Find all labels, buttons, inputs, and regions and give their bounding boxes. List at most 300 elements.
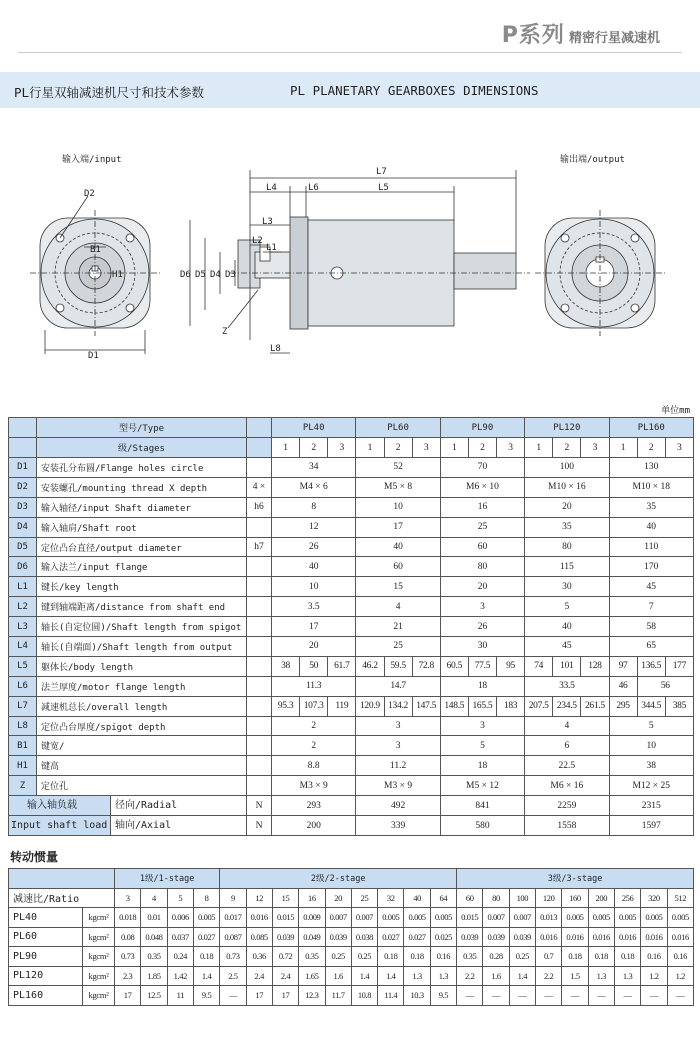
dimension-value: 8.8 xyxy=(272,756,356,776)
dimension-value: 16 xyxy=(440,497,524,517)
inertia-header-ratios xyxy=(9,888,694,908)
dimension-value: 25 xyxy=(356,637,440,657)
inertia-value: 11.4 xyxy=(378,986,404,1006)
label-D6: D6 xyxy=(180,270,191,280)
inertia-value: 1.3 xyxy=(404,966,430,986)
inertia-value: 0.35 xyxy=(299,947,325,967)
inertia-value: 0.007 xyxy=(351,908,377,928)
dimension-value: 52 xyxy=(356,458,440,478)
inertia-value: 2.5 xyxy=(220,966,246,986)
header-model: PL40 xyxy=(272,418,356,438)
page-header xyxy=(0,0,700,60)
dimension-unit xyxy=(247,696,272,716)
inertia-value: 10.3 xyxy=(404,986,430,1006)
inertia-model: PL40 xyxy=(9,908,83,928)
inertia-value: — xyxy=(483,986,509,1006)
dimension-value: 56 xyxy=(637,676,693,696)
table-row xyxy=(9,497,694,517)
dimension-code: H1 xyxy=(9,756,37,776)
dimension-value: 14.7 xyxy=(356,676,440,696)
dimension-unit xyxy=(247,577,272,597)
header-rule xyxy=(18,52,682,53)
inertia-value: 17 xyxy=(246,986,272,1006)
dimension-code: L6 xyxy=(9,676,37,696)
ratio-value: 20 xyxy=(325,888,351,908)
inertia-value: 0.005 xyxy=(193,908,219,928)
inertia-value: 0.005 xyxy=(667,908,693,928)
load-label-en: Input shaft load xyxy=(9,816,111,835)
dimension-unit xyxy=(247,597,272,617)
load-unit: N xyxy=(247,796,272,816)
dimension-value: 134.2 xyxy=(384,696,412,716)
dimension-description: 轴长(自定位圆)/Shaft length from spigot xyxy=(37,617,247,637)
label-L8: L8 xyxy=(270,344,281,354)
table-row xyxy=(9,736,694,756)
inertia-value: 1.3 xyxy=(614,966,640,986)
dimension-value: 20 xyxy=(440,577,524,597)
inertia-value: — xyxy=(667,986,693,1006)
dimension-value: 2 xyxy=(272,736,356,756)
header-blank xyxy=(9,418,37,438)
dimension-value: 165.5 xyxy=(468,696,496,716)
dimension-value: 10 xyxy=(356,497,440,517)
ratio-value: 12 xyxy=(246,888,272,908)
stage-number: 2 xyxy=(553,438,581,458)
dimension-value: 7 xyxy=(609,597,694,617)
dimension-value: 60 xyxy=(440,537,524,557)
inertia-value: 0.037 xyxy=(167,927,193,947)
inertia-value: 1.4 xyxy=(509,966,535,986)
dimension-value: M3 × 9 xyxy=(272,776,356,796)
dimension-value: 101 xyxy=(553,656,581,676)
dimension-code: Z xyxy=(9,776,37,796)
dimension-description: 输入轴肩/Shaft root xyxy=(37,517,247,537)
dimension-value: 59.5 xyxy=(384,656,412,676)
dimension-description: 键高 xyxy=(37,756,247,776)
table-row xyxy=(9,537,694,557)
inertia-value: 1.4 xyxy=(351,966,377,986)
dimension-value: M5 × 12 xyxy=(440,776,524,796)
inertia-value: — xyxy=(220,986,246,1006)
dimension-value: 4 xyxy=(525,716,609,736)
dimension-description: 轴长(自端面)/Shaft length from output xyxy=(37,637,247,657)
title-bar xyxy=(0,72,700,108)
label-D4: D4 xyxy=(210,270,221,280)
dimension-value: 17 xyxy=(272,617,356,637)
load-label-group-axial xyxy=(9,816,247,836)
inertia-value: 12.5 xyxy=(141,986,167,1006)
load-label-group-radial xyxy=(9,796,247,816)
inertia-value: 1.3 xyxy=(588,966,614,986)
dimension-value: 20 xyxy=(525,497,609,517)
ratio-value: 5 xyxy=(167,888,193,908)
dimension-value: 65 xyxy=(609,637,694,657)
title-cn: PL行星双轴减速机尺寸和技术参数 xyxy=(14,85,205,100)
inertia-value: 1.4 xyxy=(378,966,404,986)
ratio-value: 120 xyxy=(536,888,562,908)
dimension-value: 60.5 xyxy=(440,656,468,676)
dimension-value: 10 xyxy=(609,736,694,756)
inertia-value: 0.73 xyxy=(115,947,141,967)
dimension-value: 170 xyxy=(609,557,694,577)
inertia-value: 0.18 xyxy=(588,947,614,967)
dimension-unit xyxy=(247,676,272,696)
inertia-value: 0.35 xyxy=(457,947,483,967)
dimension-value: 110 xyxy=(609,537,694,557)
inertia-value: 0.018 xyxy=(115,908,141,928)
inertia-value: — xyxy=(509,986,535,1006)
inertia-model: PL120 xyxy=(9,966,83,986)
inertia-value: 0.039 xyxy=(272,927,298,947)
dimension-value: 38 xyxy=(609,756,694,776)
inertia-value: 0.016 xyxy=(246,908,272,928)
inertia-value: 0.039 xyxy=(325,927,351,947)
dimension-value: 136.5 xyxy=(637,656,665,676)
inertia-value: 9.5 xyxy=(430,986,456,1006)
stage-number: 3 xyxy=(581,438,609,458)
ratio-value: 320 xyxy=(641,888,667,908)
dimension-value: 80 xyxy=(440,557,524,577)
inertia-value: 2.3 xyxy=(115,966,141,986)
ratio-value: 15 xyxy=(272,888,298,908)
inertia-value: 1.2 xyxy=(667,966,693,986)
dimension-code: L3 xyxy=(9,617,37,637)
dimension-description: 键长/key length xyxy=(37,577,247,597)
dimension-unit xyxy=(247,557,272,577)
dimension-value: M12 × 25 xyxy=(609,776,694,796)
dimension-value: 77.5 xyxy=(468,656,496,676)
ratio-value: 40 xyxy=(404,888,430,908)
inertia-value: 17 xyxy=(115,986,141,1006)
inertia-value: 0.039 xyxy=(509,927,535,947)
stage-group-header: 1级/1-stage xyxy=(115,869,220,889)
series-subtitle: 精密行星减速机 xyxy=(568,31,660,46)
dimension-unit: h7 xyxy=(247,537,272,557)
inertia-value: 1.6 xyxy=(483,966,509,986)
dimension-value: 80 xyxy=(525,537,609,557)
ratio-value: 80 xyxy=(483,888,509,908)
dimension-value: 26 xyxy=(440,617,524,637)
ratio-value: 9 xyxy=(220,888,246,908)
inertia-value: 0.039 xyxy=(483,927,509,947)
label-L4: L4 xyxy=(266,183,277,193)
inertia-value: 0.015 xyxy=(457,908,483,928)
header-blank xyxy=(247,418,272,438)
inertia-value: 0.007 xyxy=(509,908,535,928)
table-row xyxy=(9,477,694,497)
inertia-value: 10.8 xyxy=(351,986,377,1006)
inertia-value: 0.16 xyxy=(641,947,667,967)
inertia-value: 0.016 xyxy=(667,927,693,947)
dimension-unit: 4 × xyxy=(247,477,272,497)
inertia-value: 0.005 xyxy=(588,908,614,928)
dimension-value: 207.5 xyxy=(525,696,553,716)
inertia-value: 0.039 xyxy=(457,927,483,947)
table-row xyxy=(9,966,694,986)
inertia-value: 1.42 xyxy=(167,966,193,986)
dimension-value: 11.3 xyxy=(272,676,356,696)
load-value: 492 xyxy=(356,796,440,816)
dimension-value: 46 xyxy=(609,676,637,696)
header-model: PL120 xyxy=(525,418,609,438)
inertia-value: 0.005 xyxy=(430,908,456,928)
dimension-value: 38 xyxy=(272,656,300,676)
stage-group-header: 2级/2-stage xyxy=(220,869,457,889)
table-row xyxy=(9,696,694,716)
load-label-cn: 输入轴负载 xyxy=(9,796,111,815)
dimension-value: 74 xyxy=(525,656,553,676)
dimension-description: 定位凸台厚度/spigot depth xyxy=(37,716,247,736)
inertia-value: 0.016 xyxy=(588,927,614,947)
inertia-value: 2.2 xyxy=(457,966,483,986)
ratio-label: 减速比/Ratio xyxy=(9,888,115,908)
dimension-value: 3 xyxy=(440,597,524,617)
dimension-unit xyxy=(247,617,272,637)
input-end-view xyxy=(30,196,160,354)
inertia-value: — xyxy=(641,986,667,1006)
inertia-value: 0.01 xyxy=(141,908,167,928)
inertia-value: 0.005 xyxy=(641,908,667,928)
dimension-value: 40 xyxy=(525,617,609,637)
dimension-value: M10 × 18 xyxy=(609,477,694,497)
dimension-description: 安装螺孔/mounting thread X depth xyxy=(37,477,247,497)
inertia-unit: kgcm² xyxy=(83,947,115,967)
dimension-value: 30 xyxy=(525,577,609,597)
label-L1: L1 xyxy=(266,243,277,253)
dimension-value: 40 xyxy=(272,557,356,577)
stage-number: 2 xyxy=(300,438,328,458)
input-end-label: 输入端/input xyxy=(62,155,122,165)
dimension-value: M5 × 8 xyxy=(356,477,440,497)
inertia-value: 1.65 xyxy=(299,966,325,986)
table-row xyxy=(9,617,694,637)
dimension-code: L4 xyxy=(9,637,37,657)
load-value: 200 xyxy=(272,816,356,836)
dimension-code: L5 xyxy=(9,656,37,676)
ratio-value: 100 xyxy=(509,888,535,908)
table-row xyxy=(9,908,694,928)
brand xyxy=(502,18,660,49)
table-row xyxy=(9,927,694,947)
stage-number: 1 xyxy=(356,438,384,458)
inertia-header-stages xyxy=(9,869,694,889)
ratio-value: 8 xyxy=(193,888,219,908)
inertia-value: 0.005 xyxy=(404,908,430,928)
inertia-unit: kgcm² xyxy=(83,908,115,928)
load-value: 1558 xyxy=(525,816,609,836)
inertia-value: — xyxy=(536,986,562,1006)
dimension-value: 61.7 xyxy=(328,656,356,676)
dimension-value: 130 xyxy=(609,458,694,478)
unit-label: 单位mm xyxy=(661,406,690,416)
dimension-description: 安装孔分布圆/Flange holes circle xyxy=(37,458,247,478)
inertia-value: 11 xyxy=(167,986,193,1006)
dimension-description: 键宽/ xyxy=(37,736,247,756)
dimension-value: 148.5 xyxy=(440,696,468,716)
dimension-value: 10 xyxy=(272,577,356,597)
label-D3: D3 xyxy=(225,270,236,280)
dimensions-table xyxy=(8,417,694,836)
load-value: 339 xyxy=(356,816,440,836)
dimension-value: 21 xyxy=(356,617,440,637)
inertia-value: 0.16 xyxy=(430,947,456,967)
table-row xyxy=(9,776,694,796)
title-en: PL PLANETARY GEARBOXES DIMENSIONS xyxy=(290,83,539,98)
inertia-value: 0.017 xyxy=(220,908,246,928)
dimension-value: 177 xyxy=(665,656,693,676)
table-row xyxy=(9,458,694,478)
dimension-value: 12 xyxy=(272,517,356,537)
dimension-unit xyxy=(247,656,272,676)
series-name: P系列 xyxy=(501,23,565,48)
inertia-model: PL60 xyxy=(9,927,83,947)
load-value: 293 xyxy=(272,796,356,816)
header-row-stages xyxy=(9,438,694,458)
dimension-unit xyxy=(247,517,272,537)
stage-number: 2 xyxy=(384,438,412,458)
dimension-description: 定位凸台直径/output diameter xyxy=(37,537,247,557)
inertia-value: 0.35 xyxy=(141,947,167,967)
header-stages: 级/Stages xyxy=(37,438,247,458)
inertia-value: 0.18 xyxy=(378,947,404,967)
stage-number: 2 xyxy=(637,438,665,458)
inertia-value: 9.5 xyxy=(193,986,219,1006)
dimension-value: M10 × 16 xyxy=(525,477,609,497)
inertia-value: 0.016 xyxy=(641,927,667,947)
header-model: PL90 xyxy=(440,418,524,438)
dimension-value: 115 xyxy=(525,557,609,577)
label-L6: L6 xyxy=(308,183,319,193)
dimension-value: 34 xyxy=(272,458,356,478)
label-D5: D5 xyxy=(195,270,206,280)
dimension-value: 70 xyxy=(440,458,524,478)
load-unit: N xyxy=(247,816,272,836)
header-model: PL60 xyxy=(356,418,440,438)
output-end-view xyxy=(535,210,665,336)
load-type-radial: 径向/Radial xyxy=(115,800,178,812)
dimension-unit xyxy=(247,716,272,736)
inertia-value: 0.28 xyxy=(483,947,509,967)
dimension-description: 法兰厚度/motor flange length xyxy=(37,676,247,696)
header-blank xyxy=(9,438,37,458)
inertia-value: 0.25 xyxy=(325,947,351,967)
stage-group-header: 3级/3-stage xyxy=(457,869,694,889)
table-row xyxy=(9,676,694,696)
ratio-value: 60 xyxy=(457,888,483,908)
inertia-value: 0.24 xyxy=(167,947,193,967)
inertia-value: — xyxy=(588,986,614,1006)
stage-number: 1 xyxy=(525,438,553,458)
dimension-value: 147.5 xyxy=(412,696,440,716)
inertia-value: 1.6 xyxy=(325,966,351,986)
stage-number: 3 xyxy=(412,438,440,458)
inertia-value: 11.7 xyxy=(325,986,351,1006)
inertia-value: 17 xyxy=(272,986,298,1006)
dimension-code: D4 xyxy=(9,517,37,537)
dimension-value: 18 xyxy=(440,756,524,776)
dimension-unit: h6 xyxy=(247,497,272,517)
load-value: 580 xyxy=(440,816,524,836)
dimension-value: 46.2 xyxy=(356,656,384,676)
output-end-label: 输出端/output xyxy=(560,155,625,165)
dimension-code: L1 xyxy=(9,577,37,597)
inertia-value: 1.5 xyxy=(562,966,588,986)
label-B1: B1 xyxy=(90,245,101,255)
dimension-value: 40 xyxy=(356,537,440,557)
dimension-code: D3 xyxy=(9,497,37,517)
table-row xyxy=(9,557,694,577)
inertia-value: 0.025 xyxy=(430,927,456,947)
dimension-value: M4 × 6 xyxy=(272,477,356,497)
inertia-unit: kgcm² xyxy=(83,966,115,986)
table-row xyxy=(9,637,694,657)
dimension-value: 58 xyxy=(609,617,694,637)
dimension-value: 72.8 xyxy=(412,656,440,676)
inertia-value: 0.18 xyxy=(562,947,588,967)
label-D1: D1 xyxy=(88,351,99,361)
inertia-value: 0.005 xyxy=(562,908,588,928)
inertia-value: 0.027 xyxy=(404,927,430,947)
dimension-value: 11.2 xyxy=(356,756,440,776)
inertia-value: — xyxy=(562,986,588,1006)
dimension-value: 295 xyxy=(609,696,637,716)
dimension-code: D2 xyxy=(9,477,37,497)
inertia-title: 转动惯量 xyxy=(10,850,59,864)
inertia-value: 1.85 xyxy=(141,966,167,986)
dimension-unit xyxy=(247,458,272,478)
dimension-code: L7 xyxy=(9,696,37,716)
dimension-value: 30 xyxy=(440,637,524,657)
dimension-value: 15 xyxy=(356,577,440,597)
dimension-value: 17 xyxy=(356,517,440,537)
label-L2: L2 xyxy=(252,236,263,246)
dimension-value: 20 xyxy=(272,637,356,657)
table-row xyxy=(9,986,694,1006)
table-row xyxy=(9,716,694,736)
ratio-value: 25 xyxy=(351,888,377,908)
dimension-value: 95 xyxy=(497,656,525,676)
dimension-value: 234.5 xyxy=(553,696,581,716)
inertia-value: 0.007 xyxy=(325,908,351,928)
inertia-value: 0.013 xyxy=(536,908,562,928)
inertia-value: 1.4 xyxy=(193,966,219,986)
dimension-value: 2 xyxy=(272,716,356,736)
inertia-value: 0.7 xyxy=(536,947,562,967)
header-model: PL160 xyxy=(609,418,694,438)
dimension-code: L2 xyxy=(9,597,37,617)
inertia-value: 1.3 xyxy=(430,966,456,986)
dimension-description: 躯体长/body length xyxy=(37,656,247,676)
dimension-value: M6 × 10 xyxy=(440,477,524,497)
dimension-code: B1 xyxy=(9,736,37,756)
dimension-value: 120.9 xyxy=(356,696,384,716)
label-D2: D2 xyxy=(84,189,95,199)
dimension-value: 25 xyxy=(440,517,524,537)
inertia-value: — xyxy=(457,986,483,1006)
dimension-description: 定位孔 xyxy=(37,776,247,796)
header-row-type xyxy=(9,418,694,438)
ratio-value: 64 xyxy=(430,888,456,908)
inertia-value: 0.027 xyxy=(378,927,404,947)
dimension-code: D1 xyxy=(9,458,37,478)
inertia-value: 2.4 xyxy=(246,966,272,986)
table-row xyxy=(9,947,694,967)
inertia-value: 0.08 xyxy=(115,927,141,947)
dimension-value: 385 xyxy=(665,696,693,716)
load-value: 2259 xyxy=(525,796,609,816)
dimension-value: 128 xyxy=(581,656,609,676)
dimension-code: L8 xyxy=(9,716,37,736)
